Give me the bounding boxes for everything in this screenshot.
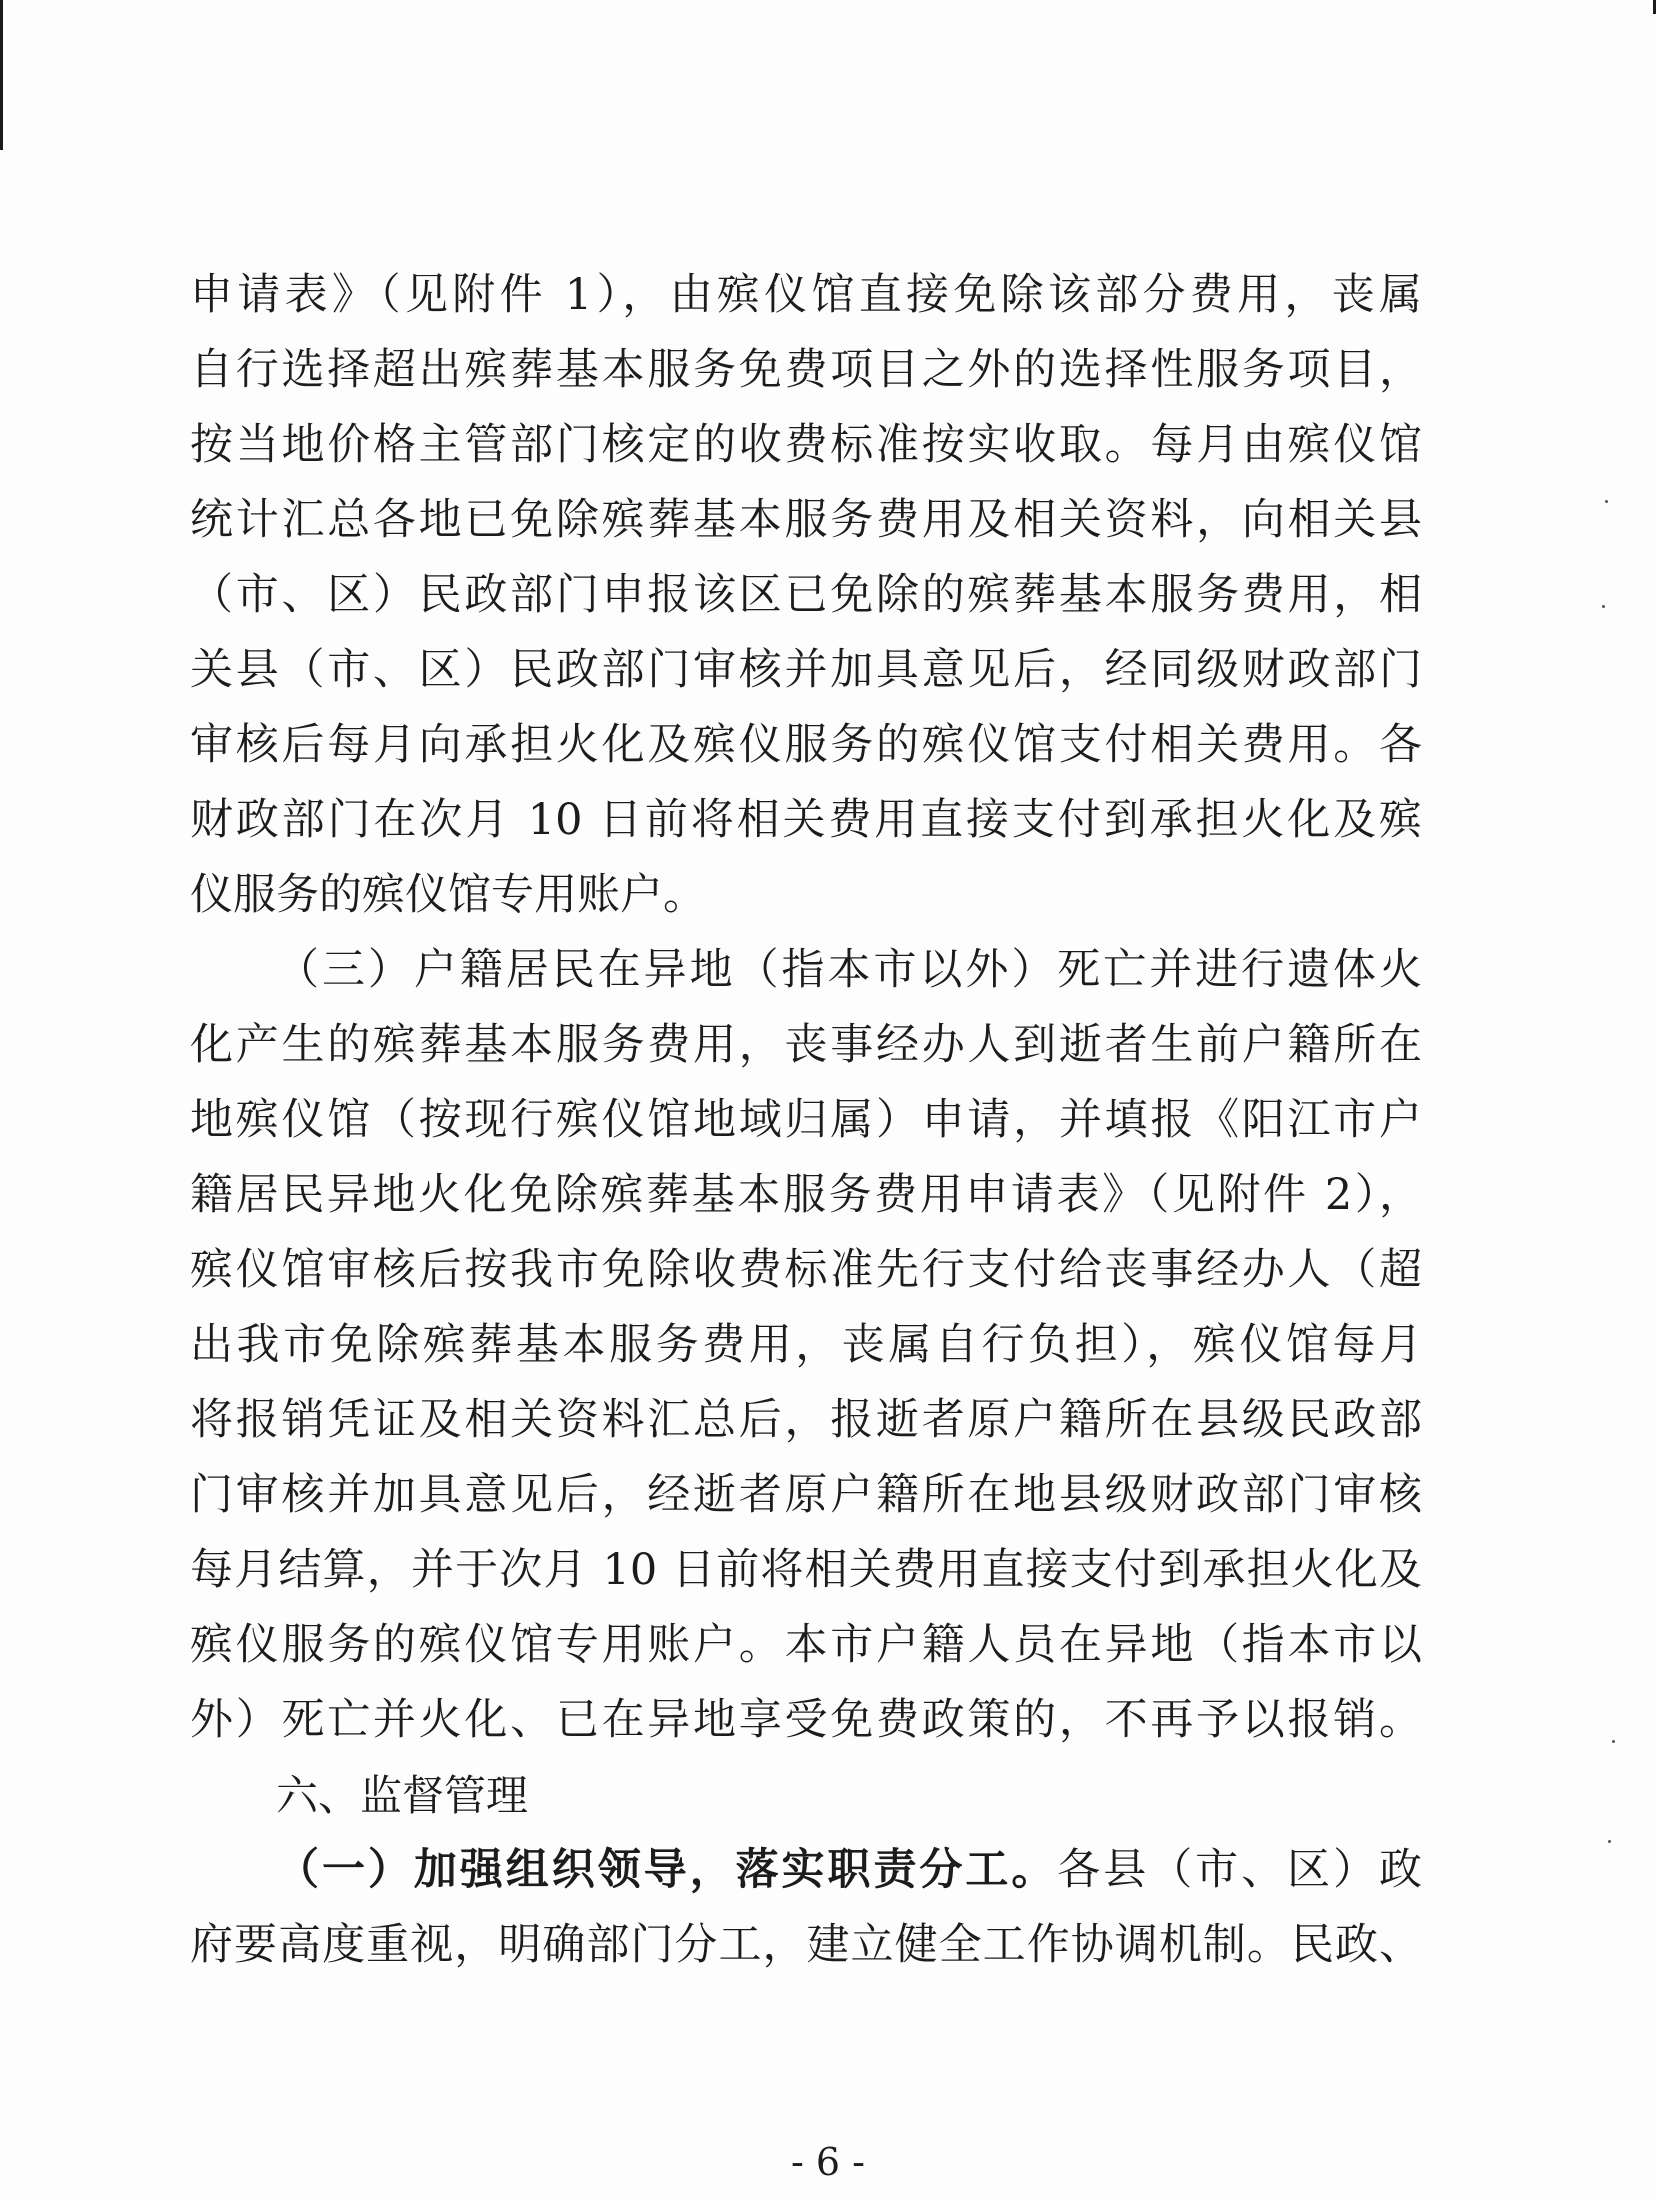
text-line: 籍居民异地火化免除殡葬基本服务费用申请表》（见附件 2）， xyxy=(190,1170,1422,1220)
text-line: 殡仪服务的殡仪馆专用账户。本市户籍人员在异地（指本市以 xyxy=(190,1620,1422,1670)
scan-speck xyxy=(1602,605,1605,608)
paragraph-organization-leadership xyxy=(190,1833,1422,1983)
section-heading: 六、监督管理 xyxy=(276,1771,529,1820)
document-body xyxy=(190,258,1422,1983)
text-line: 审核后每月向承担火化及殡仪服务的殡仪馆支付相关费用。各 xyxy=(190,720,1422,770)
text-line: 殡仪馆审核后按我市免除收费标准先行支付给丧事经办人（超 xyxy=(190,1245,1422,1295)
text-line: 地殡仪馆（按现行殡仪馆地域归属）申请，并填报《阳江市户 xyxy=(190,1095,1422,1145)
paragraph-remote-cremation xyxy=(190,933,1422,1758)
text-line xyxy=(190,1833,1422,1908)
text-line: 统计汇总各地已免除殡葬基本服务费用及相关资料，向相关县 xyxy=(190,495,1422,545)
text-line: 按当地价格主管部门核定的收费标准按实收取。每月由殡仪馆 xyxy=(190,420,1422,470)
paragraph-fee-waiver-procedure xyxy=(190,258,1422,933)
text-line: （市、区）民政部门申报该区已免除的殡葬基本服务费用，相 xyxy=(190,570,1422,620)
text-line: 府要高度重视，明确部门分工，建立健全工作协调机制。民政、 xyxy=(190,1920,1422,1970)
text-line: 外）死亡并火化、已在异地享受免费政策的，不再予以报销。 xyxy=(190,1695,1422,1745)
scan-speck xyxy=(1612,1740,1615,1743)
scan-speck xyxy=(1608,1840,1611,1843)
text-line: 将报销凭证及相关资料汇总后，报逝者原户籍所在县级民政部 xyxy=(190,1395,1422,1445)
text-line: 出我市免除殡葬基本服务费用，丧属自行负担），殡仪馆每月 xyxy=(190,1320,1422,1370)
text-line-rest: 各县（市、区）政 xyxy=(1057,1845,1422,1895)
text-line: 化产生的殡葬基本服务费用，丧事经办人到逝者生前户籍所在 xyxy=(190,1020,1422,1070)
text-line: （三）户籍居民在异地（指本市以外）死亡并进行遗体火 xyxy=(276,945,1422,995)
scan-speck xyxy=(1605,500,1608,503)
text-line: 关县（市、区）民政部门审核并加具意见后，经同级财政部门 xyxy=(190,645,1422,695)
text-line: 财政部门在次月 10 日前将相关费用直接支付到承担火化及殡 xyxy=(190,795,1422,845)
text-line: 每月结算，并于次月 10 日前将相关费用直接支付到承担火化及 xyxy=(190,1545,1422,1595)
text-line: 门审核并加具意见后，经逝者原户籍所在地县级财政部门审核 xyxy=(190,1470,1422,1520)
text-line: 自行选择超出殡葬基本服务免费项目之外的选择性服务项目， xyxy=(190,345,1422,395)
text-line: 仪服务的殡仪馆专用账户。 xyxy=(190,870,706,920)
bold-lead-text: （一）加强组织领导，落实职责分工。 xyxy=(276,1845,1058,1895)
page-number: - 6 - xyxy=(790,2140,865,2184)
scan-edge-left xyxy=(0,0,3,150)
text-line: 申请表》（见附件 1），由殡仪馆直接免除该部分费用，丧属 xyxy=(190,270,1422,320)
